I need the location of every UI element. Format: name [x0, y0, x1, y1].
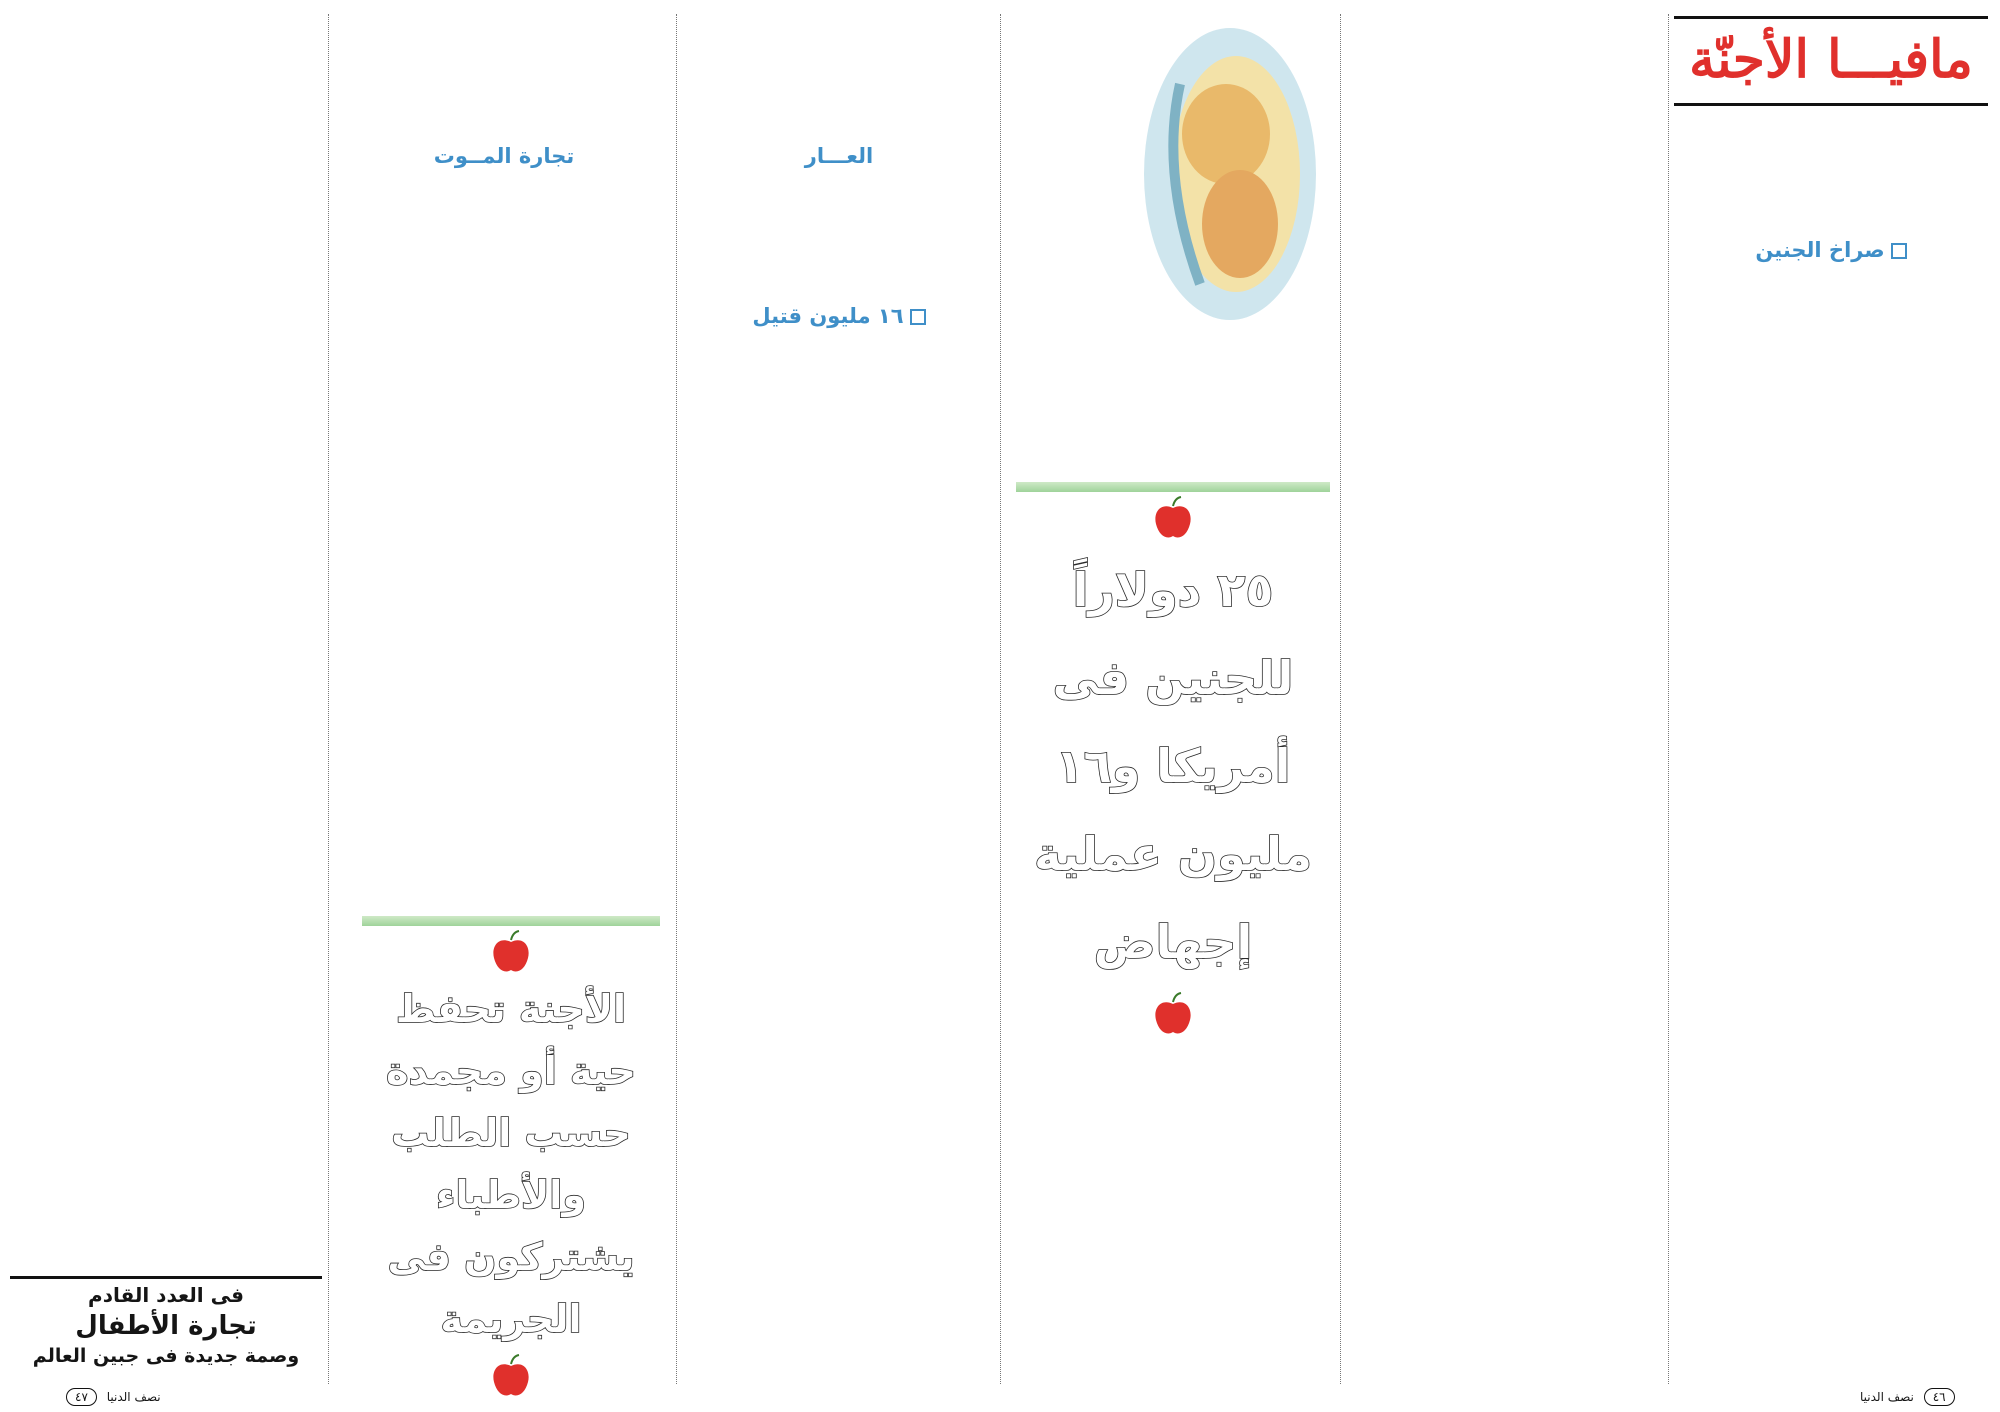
- footer-right: [1860, 1388, 1961, 1406]
- fetus-image: [1140, 24, 1320, 324]
- body-paragraph: [8, 388, 322, 508]
- page-number: ٤٧: [66, 1388, 97, 1406]
- body-paragraph: [1674, 268, 1988, 388]
- body-paragraph: [1674, 108, 1988, 228]
- subhead-death-trade: تجارة المــوت: [433, 144, 575, 168]
- subhead-16-million: ١٦ مليون قتيل: [682, 304, 996, 328]
- headline-rule: [1674, 103, 1988, 106]
- subhead-shame: العـــار: [804, 144, 874, 168]
- column-separator: [676, 14, 677, 1384]
- next-issue-box: [10, 1274, 322, 1384]
- magazine-name: نصف الدنيا: [1860, 1390, 1914, 1404]
- article-column-2: [1010, 14, 1336, 1390]
- headline-rule: [1674, 16, 1988, 19]
- body-paragraph: [682, 14, 996, 134]
- body-paragraph: [8, 14, 322, 134]
- apple-icon: [1153, 992, 1193, 1036]
- column-separator: [1340, 14, 1341, 1384]
- next-issue-label: فى العدد القادم: [88, 1283, 244, 1307]
- column-separator: [1668, 14, 1669, 1384]
- pullquote-center: الأجنة تحفظ حية أو مجمدة حسب الطلب والأطباء يشتركون فى الجريمة: [386, 987, 636, 1341]
- apple-icon: [1153, 496, 1193, 540]
- body-paragraph: [1010, 342, 1336, 462]
- column-separator: [1000, 14, 1001, 1384]
- fetus-illustration: [1140, 24, 1320, 324]
- headline: مافيـــا الأجنّة: [1689, 29, 1973, 90]
- pullquote-center-box: [356, 912, 666, 1382]
- body-paragraph: [512, 14, 672, 134]
- apple-icon: [491, 930, 531, 974]
- body-paragraph: [682, 334, 996, 454]
- left-subcolumn: [512, 14, 672, 140]
- apple-icon: [491, 1354, 531, 1398]
- body-paragraph: [8, 264, 322, 384]
- next-issue-subtitle: وصمة جديدة فى جبين العالم: [32, 1345, 300, 1367]
- next-issue-rule: [10, 1276, 322, 1279]
- body-paragraph: [682, 458, 996, 578]
- subhead-scream: صراخ الجنين: [1674, 238, 1988, 262]
- footer-left: [60, 1388, 161, 1406]
- pullquote-right: ٢٥ دولاراً للجنين فى أمريكا و١٦ مليون عملية إجهاض: [1034, 563, 1312, 969]
- next-issue-title: تجارة الأطفال: [75, 1311, 257, 1341]
- article-column-6: [8, 14, 322, 1390]
- body-paragraph: [682, 174, 996, 294]
- body-paragraph: [8, 512, 322, 632]
- pullquote-divider: [362, 916, 660, 926]
- magazine-name: نصف الدنيا: [106, 1390, 161, 1404]
- body-paragraph: [336, 174, 672, 294]
- article-column-1: [1674, 14, 1988, 1390]
- body-paragraph: [8, 138, 322, 258]
- article-column-4: [682, 14, 996, 1390]
- column-separator: [328, 14, 329, 1384]
- pullquote-divider: [1016, 482, 1330, 492]
- page-number: ٤٦: [1924, 1388, 1955, 1406]
